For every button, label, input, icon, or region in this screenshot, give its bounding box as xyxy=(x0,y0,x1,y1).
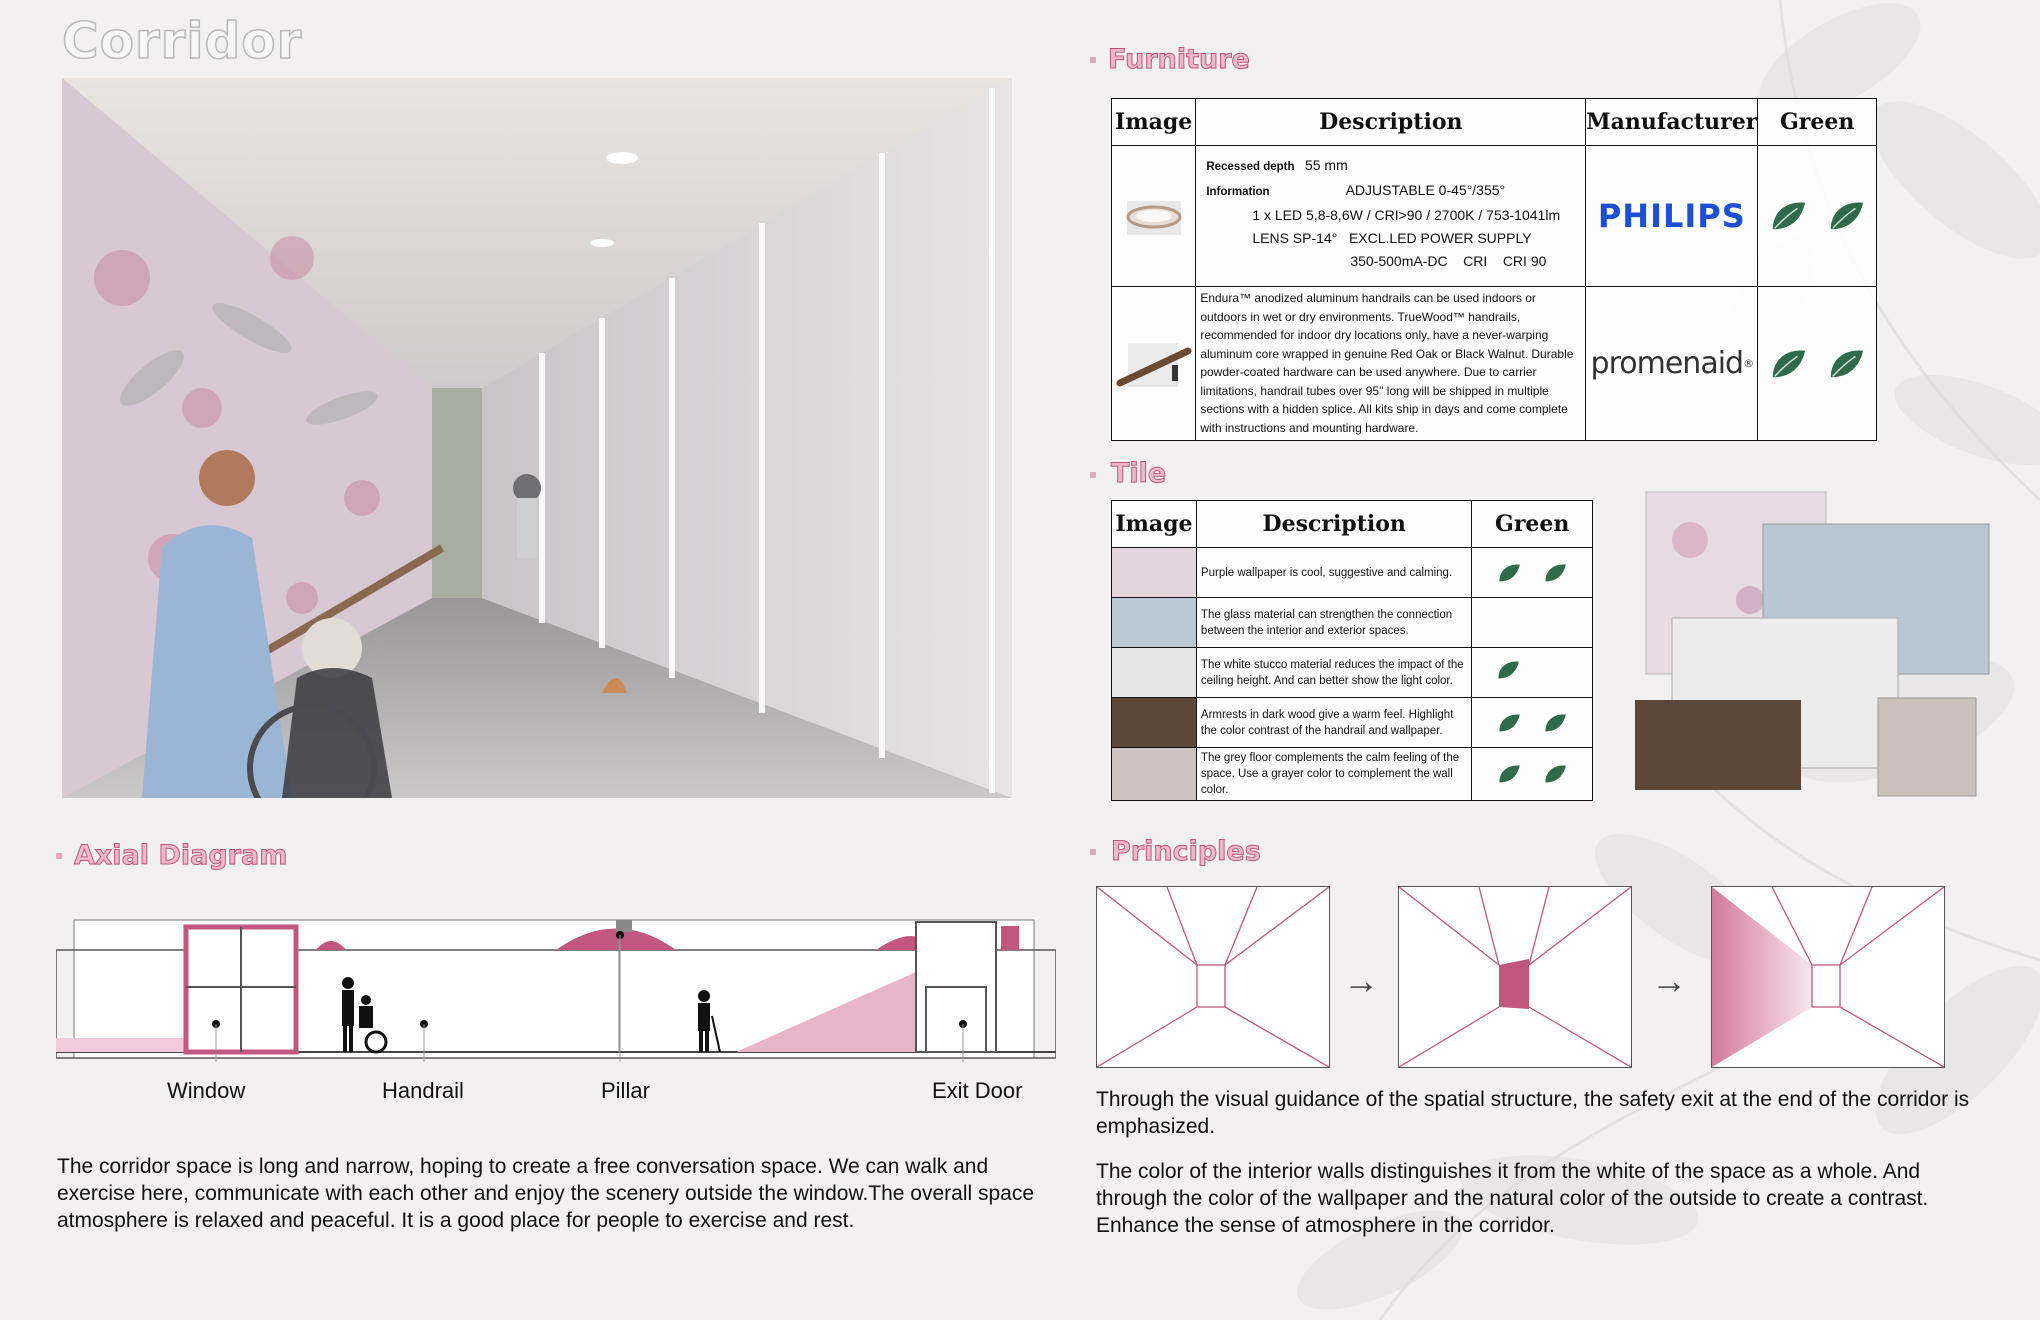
grey-floor-swatch xyxy=(1112,748,1197,801)
leaf-icon xyxy=(1769,197,1807,235)
principles-paragraph-1: Through the visual guidance of the spatial structure, the safety exit at the end of the corridor is emphasized. xyxy=(1096,1088,1970,1138)
axial-label-window: Window xyxy=(167,1078,246,1103)
furniture-header-description: Description xyxy=(1196,99,1586,146)
principles-paragraph-2: The color of the interior walls distinguishes it from the white of the space as a whole. And through the color of the wallpaper and the natural color of the outside to create a contrast. Enhance the sense of atmosphere in the corridor. xyxy=(1096,1160,1929,1237)
dark-wood-swatch xyxy=(1112,698,1197,748)
axial-paragraph: The corridor space is long and narrow, hoping to create a free conversation space. We can walk and exercise here, communicate with each other and enjoy the scenery outside the window.The overall space atmosphere is relaxed and peaceful. It is a good place for people to exercise and rest. xyxy=(57,1155,1035,1232)
downlight-image-cell xyxy=(1112,146,1196,287)
axial-bullet xyxy=(56,853,62,859)
downlight-description xyxy=(1196,146,1586,287)
stucco-swatch xyxy=(1112,648,1197,698)
power-spec-line: 350-500mA-DC CRI CRI 90 xyxy=(1350,253,1547,269)
tile-header-green: Green xyxy=(1472,501,1593,548)
handrail-description: Endura™ anodized aluminum handrails can be used indoors or outdoors in wet or dry environments. TrueWood™ handrails, recommended for indoor dry locations only, have a never-warping aluminum core wrapped in genuine Red Oak or Black Walnut. Durable powder-coated hardware can be used anywhere. Due to carrier limitations, handrail tubes over 95" long will be shipped in multiple sections with a hidden splice. All kits ship in days and come complete with instructions and mounting hardware. xyxy=(1196,287,1586,441)
tile-header-image: Image xyxy=(1112,501,1197,548)
leaf-icon xyxy=(1543,711,1567,735)
leaf-icon xyxy=(1543,561,1567,585)
glass-swatch xyxy=(1112,598,1197,648)
furniture-heading: Furniture xyxy=(1108,44,1250,75)
leaf-icon xyxy=(1543,762,1567,786)
tile-row-description: Armrests in dark wood give a warm feel. Highlight the color contrast of the handrail and wallpaper. xyxy=(1196,698,1472,748)
tile-row-description: The grey floor complements the calm feeling of the space. Use a grayer color to complement the wall color. xyxy=(1196,748,1472,801)
furniture-header-image: Image xyxy=(1112,99,1196,146)
axial-heading: Axial Diagram xyxy=(74,840,288,871)
arrow-right-icon: → xyxy=(1343,960,1379,1001)
material-samples-collage xyxy=(1630,490,1990,800)
leaf-icon xyxy=(1497,711,1521,735)
downlight-image xyxy=(1119,181,1189,251)
lens-spec-line: LENS SP-14° EXCL.LED POWER SUPPLY xyxy=(1252,230,1532,246)
tile-bullet xyxy=(1090,472,1096,478)
axial-label-exit-door: Exit Door xyxy=(932,1078,1023,1103)
furniture-header-manufacturer: Manufacturer xyxy=(1586,99,1758,146)
leaf-icon xyxy=(1497,561,1521,585)
tile-row-green xyxy=(1472,598,1593,648)
tile-header-description: Description xyxy=(1196,501,1472,548)
tile-row-description: The glass material can strengthen the connection between the interior and exterior spaces. xyxy=(1196,598,1472,648)
principles-heading: Principles xyxy=(1111,836,1261,867)
handrail-green-cell xyxy=(1758,287,1877,441)
recessed-depth-value: 55 mm xyxy=(1304,157,1348,173)
tile-row-green xyxy=(1472,698,1593,748)
page-title: Corridor xyxy=(62,12,303,70)
promenaid-cell xyxy=(1586,287,1758,441)
axial-diagram xyxy=(56,912,1056,1062)
arrow-right-icon: → xyxy=(1651,960,1687,1001)
axial-label-handrail: Handrail xyxy=(382,1078,464,1103)
tile-table xyxy=(1111,500,1593,801)
furniture-bullet xyxy=(1090,57,1096,63)
tile-heading: Tile xyxy=(1111,458,1167,489)
leaf-icon xyxy=(1497,762,1521,786)
philips-logo: PHILIPS xyxy=(1597,197,1746,235)
handrail-image-cell xyxy=(1112,287,1196,441)
handrail-image xyxy=(1114,329,1194,399)
furniture-table xyxy=(1111,98,1877,441)
corridor-rendering xyxy=(62,78,1012,798)
principle-diagram-color xyxy=(1711,886,1945,1068)
led-spec-line: 1 x LED 5,8-8,6W / CRI>90 / 2700K / 753-1041lm xyxy=(1252,207,1561,223)
axial-label-pillar: Pillar xyxy=(601,1078,650,1103)
promenaid-logo: promenaid ® xyxy=(1590,346,1754,381)
tile-row-description: Purple wallpaper is cool, suggestive and calming. xyxy=(1196,548,1472,598)
tile-row-description: The white stucco material reduces the impact of the ceiling height. And can better show the light color. xyxy=(1196,648,1472,698)
leaf-icon xyxy=(1769,345,1807,383)
furniture-header-green: Green xyxy=(1758,99,1877,146)
information-label: Information xyxy=(1206,186,1270,198)
leaf-icon xyxy=(1496,658,1520,682)
principles-bullet xyxy=(1090,849,1096,855)
wallpaper-swatch xyxy=(1112,548,1197,598)
philips-cell xyxy=(1586,146,1758,287)
tile-row-green xyxy=(1472,748,1593,801)
principle-diagram-structure xyxy=(1096,886,1330,1068)
recessed-depth-label: Recessed depth xyxy=(1206,161,1295,173)
leaf-icon xyxy=(1827,197,1865,235)
tile-row-green xyxy=(1472,548,1593,598)
principle-diagram-exit xyxy=(1398,886,1632,1068)
downlight-green-cell xyxy=(1758,146,1877,287)
information-value: ADJUSTABLE 0-45°/355° xyxy=(1345,182,1506,198)
leaf-icon xyxy=(1827,345,1865,383)
tile-row-green xyxy=(1472,648,1593,698)
